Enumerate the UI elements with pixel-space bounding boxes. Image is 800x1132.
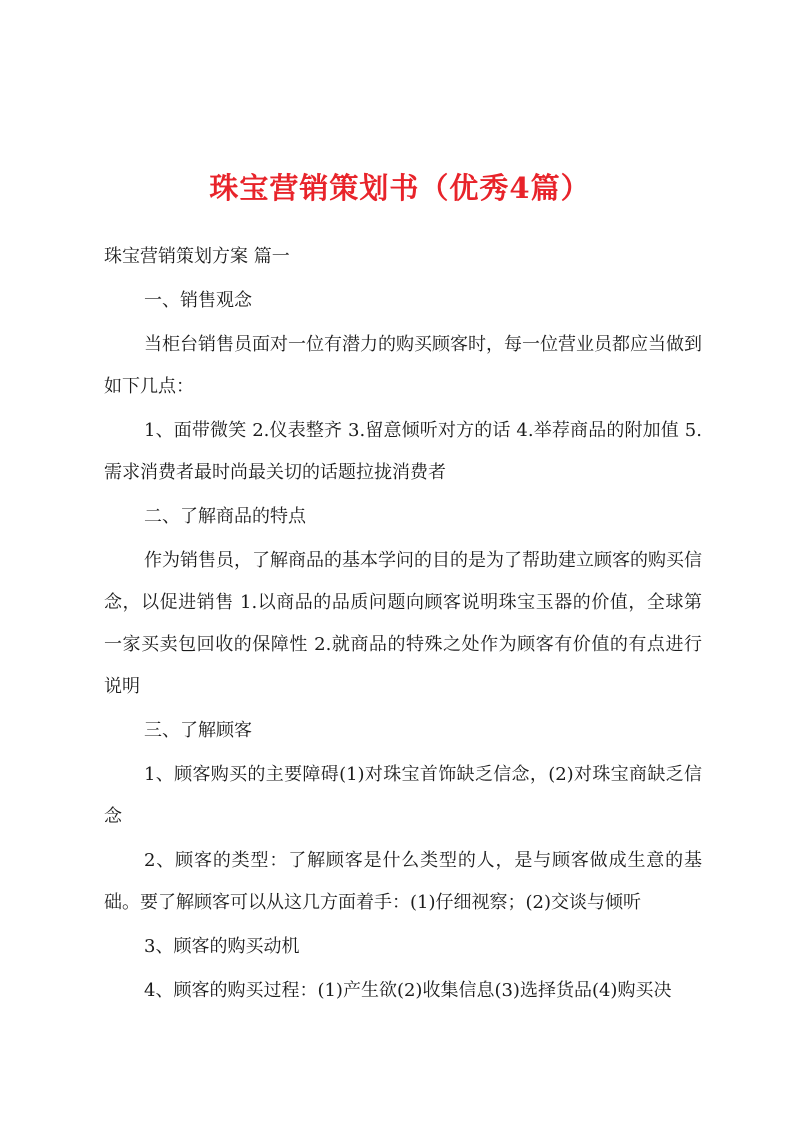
paragraph: 2、顾客的类型：了解顾客是什么类型的人，是与顾客做成生意的基础。要了解顾客可以从这几方面着手：(1)仔细视察；(2)交谈与倾听 — [104, 850, 702, 913]
subsection-heading: 三、了解顾客 — [144, 720, 252, 741]
paragraph: 作为销售员，了解商品的基本学问的目的是为了帮助建立顾客的购买信念，以促进销售 1.以商品的品质问题向顾客说明珠宝玉器的价值，全球第一家买卖包回收的保障性 2.就商品的特殊之处作为顾客有价值的有点进行说明 — [104, 550, 702, 697]
paragraph: 1、面带微笑 2.仪表整齐 3.留意倾听对方的话 4.举荐商品的附加值 5.需求消费者最时尚最关切的话题拉拢消费者 — [104, 420, 702, 483]
document-title: 珠宝营销策划书（优秀4篇） — [209, 171, 591, 205]
paragraph: 当柜台销售员面对一位有潜力的购买顾客时，每一位营业员都应当做到如下几点： — [104, 334, 702, 397]
document-body — [104, 236, 702, 1014]
subsection-heading: 二、了解商品的特点 — [144, 506, 306, 527]
section-heading: 珠宝营销策划方案 篇一 — [104, 246, 290, 267]
paragraph: 1、顾客购买的主要障碍(1)对珠宝首饰缺乏信念，(2)对珠宝商缺乏信念 — [104, 764, 702, 827]
paragraph: 3、顾客的购买动机 — [144, 936, 300, 957]
subsection-heading: 一、销售观念 — [144, 290, 252, 311]
paragraph: 4、顾客的购买过程：(1)产生欲(2)收集信息(3)选择货品(4)购买决 — [144, 980, 672, 1001]
